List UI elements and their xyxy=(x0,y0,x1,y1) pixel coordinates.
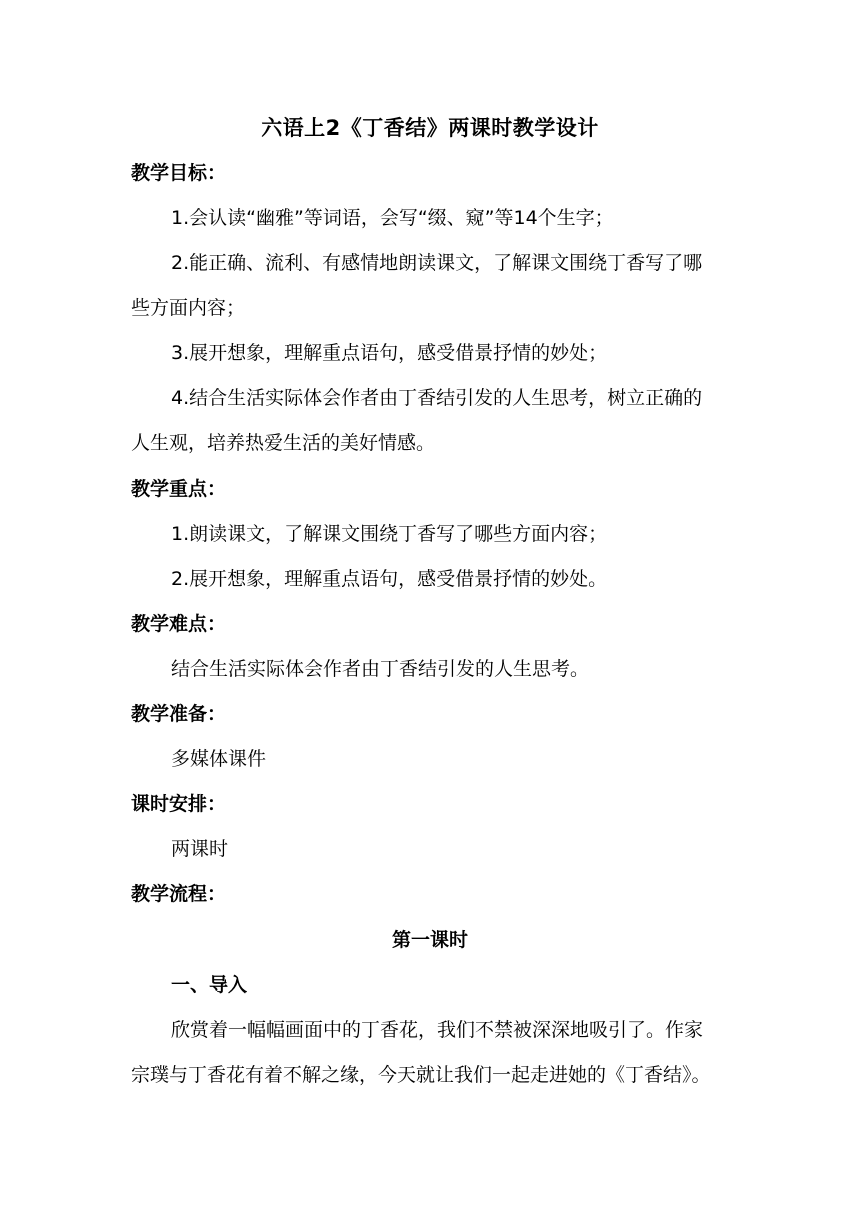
lesson-title: 第一课时 xyxy=(391,929,468,951)
objectives-heading: 教学目标： xyxy=(131,162,227,184)
intro-paragraph-line-1: 欣赏着一幅幅画面中的丁香花，我们不禁被深深地吸引了。作家 xyxy=(171,1019,704,1041)
objective-item-2: 2.能正确、流利、有感情地朗读课文，了解课文围绕丁香写了哪 xyxy=(171,252,703,274)
preparation-item: 多媒体课件 xyxy=(171,748,267,770)
objective-item-3: 3.展开想象，理解重点语句，感受借景抒情的妙处； xyxy=(171,342,608,364)
objective-item-1: 1.会认读“幽雅”等词语，会写“缀、窥”等14个生字； xyxy=(171,207,614,229)
difficulty-item: 结合生活实际体会作者由丁香结引发的人生思考。 xyxy=(171,658,590,680)
key-point-item-1: 1.朗读课文，了解课文围绕丁香写了哪些方面内容； xyxy=(171,523,608,545)
key-point-item-2: 2.展开想象，理解重点语句，感受借景抒情的妙处。 xyxy=(171,568,608,590)
document-title: 六语上2《丁香结》两课时教学设计 xyxy=(261,116,599,140)
process-heading: 教学流程： xyxy=(131,883,227,905)
section-title: 一、导入 xyxy=(171,974,248,996)
objective-item-2-continued: 些方面内容； xyxy=(131,297,246,319)
intro-paragraph-line-2: 宗璞与丁香花有着不解之缘，今天就让我们一起走进她的《丁香结》。 xyxy=(131,1064,711,1086)
schedule-heading: 课时安排： xyxy=(131,793,227,815)
key-points-heading: 教学重点： xyxy=(131,478,227,500)
objective-item-4: 4.结合生活实际体会作者由丁香结引发的人生思考，树立正确的 xyxy=(171,387,703,409)
objective-item-4-continued: 人生观，培养热爱生活的美好情感。 xyxy=(131,432,436,454)
schedule-item: 两课时 xyxy=(171,838,229,860)
difficulties-heading: 教学难点： xyxy=(131,613,227,635)
preparation-heading: 教学准备： xyxy=(131,703,227,725)
